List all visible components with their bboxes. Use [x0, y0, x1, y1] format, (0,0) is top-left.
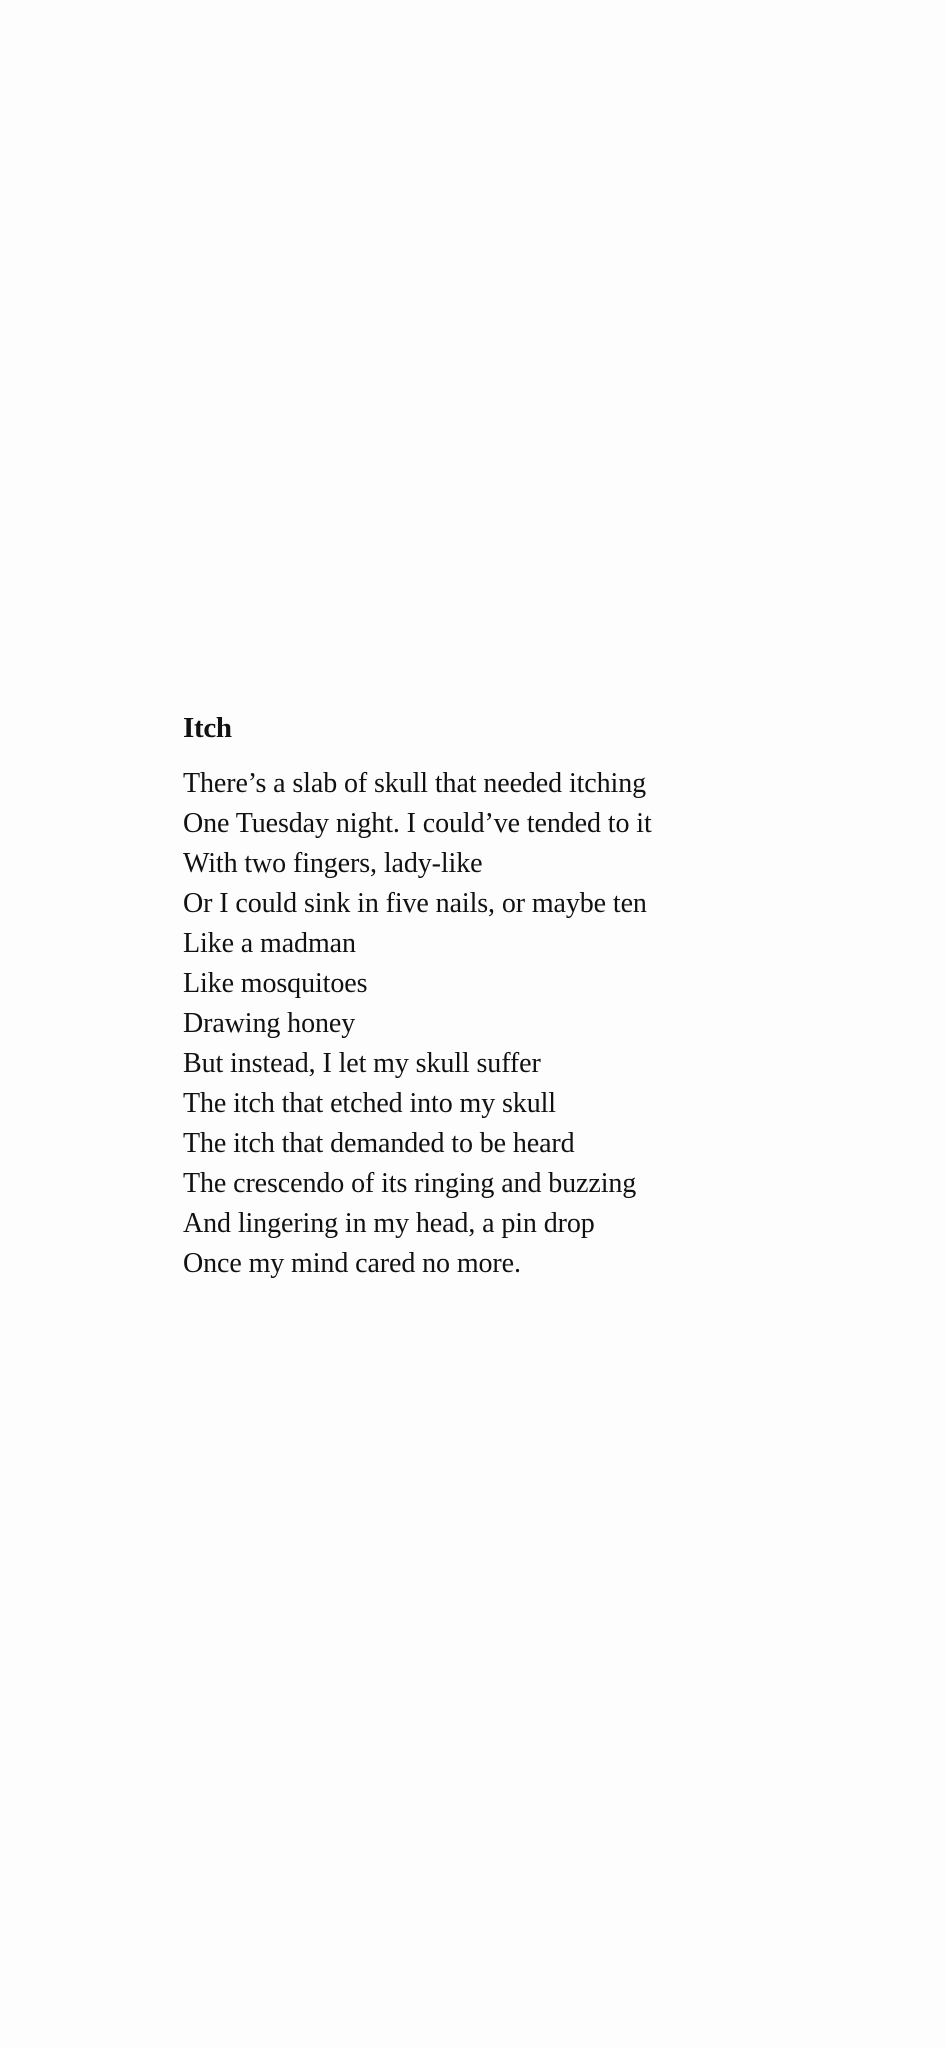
poem-line: Like mosquitoes [183, 968, 368, 999]
poem-line: Or I could sink in five nails, or maybe ten [183, 888, 647, 919]
poem-line: Like a madman [183, 928, 356, 959]
poem-line: Drawing honey [183, 1008, 356, 1039]
poem-line: One Tuesday night. I could’ve tended to it [183, 808, 652, 839]
poem-line: The crescendo of its ringing and buzzing [183, 1168, 637, 1199]
poem-line: And lingering in my head, a pin drop [183, 1208, 595, 1239]
poem [183, 708, 863, 1284]
poem-line: There’s a slab of skull that needed itching [183, 768, 647, 799]
poem-lines [183, 764, 863, 1284]
poem-title: Itch [183, 712, 232, 744]
poem-line: The itch that etched into my skull [183, 1088, 556, 1119]
poem-line: With two fingers, lady-like [183, 848, 483, 879]
poem-line: But instead, I let my skull suffer [183, 1048, 541, 1079]
poem-line: The itch that demanded to be heard [183, 1128, 575, 1159]
poem-line: Once my mind cared no more. [183, 1248, 521, 1279]
